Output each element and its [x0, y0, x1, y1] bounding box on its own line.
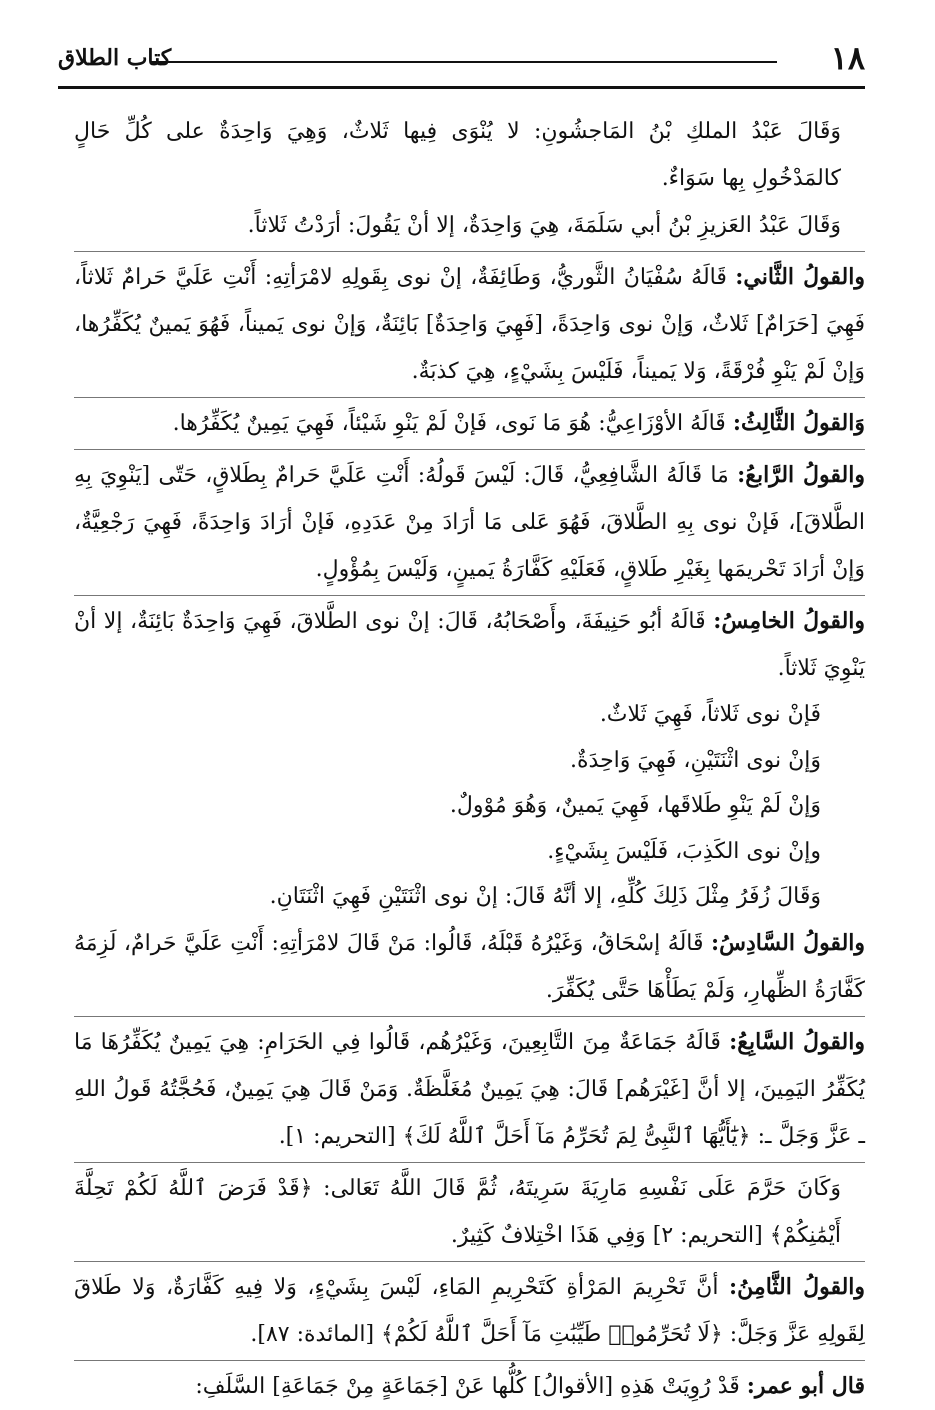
- paragraph: [74, 108, 865, 202]
- paragraph-text: أنَّ تَحْرِيمَ المَرْأةِ كَتَحْرِيمِ المَاءِ، لَيْسَ بِشَيْءٍ، وَلا فِيهِ كَفَّارَةٌ، وَلا طَلاقَ لِقَولِهِ عَزَّ وَجَلَّ: ﴿لَا تُحَرِّمُوا۟ طَيِّبَٰتِ مَآ أَحَلَّ ٱللَّهُ لَكُمْ﴾ [المائدة: ٨٧].: [74, 1274, 865, 1347]
- paragraph: [74, 449, 865, 593]
- paragraph-text: مَا قَالَهُ الشَّافِعِيُّ، قَالَ: لَيْسَ قَولُهُ: أَنْتِ عَلَيَّ حَرامٌ بِطَلاقٍ، حَتّى [يَنْوِيَ بِهِ الطَّلاقَ]، فَإنْ نوى بِهِ الطَّلاقَ، فَهُوَ عَلى مَا أرَادَ مِنْ عَدَدِهِ، فَإنْ أرَادَ وَاحِدَةً، فَهِيَ رَجْعِيَّةٌ، وَإنْ أرَادَ تَحْريمَها بِغَيْرِ طَلاقٍ، فَعَلَيْهِ كَفَّارَةُ يَمينٍ، وَلَيْسَ بِمُؤْولٍ.: [74, 463, 865, 582]
- paragraph: [74, 595, 865, 692]
- paragraph: [74, 1360, 865, 1410]
- page-number: ١٨: [830, 39, 865, 77]
- page-header: [58, 38, 865, 78]
- paragraph-text: قَالَهُ إسْحَاقُ، وَغَيْرُهُ قَبْلَهُ، قَالُوا: مَنْ قَالَ لامْرَأتِهِ: أَنْتِ عَلَيَّ حَرامٌ، لَزِمَهُ كَفَّارَةُ الظِّهارِ، وَلَمْ يَطَأْهَا حَتَّى يُكَفِّرَ.: [74, 930, 865, 1003]
- paragraph-text: قَدْ رُوِيَتْ هَذِهِ [الأقوالُ] كُلُّها عَنْ [جَمَاعَةٍ مِنْ جَمَاعَةِ] السَّلَفِ:: [195, 1373, 740, 1399]
- sub-paragraph: [74, 874, 865, 920]
- paragraph-heading: والقولُ الرَّابعُ:: [737, 462, 865, 488]
- paragraph-text: فَإنْ نوى ثَلاثاً، فَهِيَ ثَلاثٌ.: [599, 702, 821, 727]
- paragraph-text: قَالَهُ أبُو حَنِيفَةَ، وأَصْحَابُهُ، قَالَ: إنْ نوى الطَّلاقَ، فَهِيَ وَاحِدَةٌ بَائِنَةٌ، إلا أنْ يَنْوِيَ ثَلاثاً.: [74, 609, 865, 681]
- paragraph-heading: والقولُ الخامِسُ:: [713, 608, 866, 634]
- paragraph-heading: وَالقولُ الثَّالِثُ:: [732, 410, 865, 436]
- paragraph-text: قَالَهُ سُفْيَانُ الثَّوريُّ، وَطَائِفَةٌ، إنْ نوى بِقَولِهِ لامْرَأتِهِ: أَنْتِ عَلَيَّ حَرامٌ ثَلاثاً، فَهِيَ [حَرَامٌ] ثَلاثٌ، وَإنْ نوى وَاحِدَةً، [فَهِيَ وَاحِدَةٌ] بَائِنَةٌ، وَإنْ نوى يَميناً، فَهُوَ يَمينٌ يُكَفِّرُها، وَإنْ لَمْ يَنْوِ فُرْقَةً، وَلا يَميناً، فَلَيْسَ بِشَيْءٍ، هِيَ كذبَةٌ.: [74, 265, 865, 384]
- book-title: كتاب الطلاق: [58, 45, 172, 71]
- paragraph-text: وَقَالَ عَبْدُ العَزيزِ بْنُ أبي سَلَمَةَ، هِيَ وَاحِدَةٌ، إلا أنْ يَقُولَ: أرَدْتُ ثَلاثاً.: [247, 213, 841, 238]
- paragraph: [74, 251, 865, 395]
- header-divider: [58, 86, 865, 89]
- paragraph-heading: والقولُ الثَّاني:: [735, 264, 865, 290]
- paragraph: [74, 397, 865, 447]
- sub-paragraph: [74, 692, 865, 738]
- paragraph-heading: قال أبو عمر:: [746, 1372, 865, 1399]
- paragraph-text: وَكَانَ حَرَّمَ عَلَى نَفْسِهِ مَارِيَةَ سَرِيتَهُ، ثُمَّ قَالَ اللَّهُ تَعَالى: ﴿قَدْ فَرَضَ ٱللَّهُ لَكُمْ تَحِلَّةَ أَيْمَٰنِكُمْ﴾ [التحريم: ٢] وَفِي هَذَا اخْتِلافٌ كَثِيرٌ.: [74, 1175, 841, 1248]
- paragraph-text: وَقَالَ عَبْدُ الملكِ بْنُ المَاجشُونِ: لا يُنْوَى فِيها ثَلاثٌ، وَهِيَ وَاحِدَةٌ على كُلِّ حَالٍ كالمَدْخُولِ بِها سَوَاءٌ.: [74, 119, 841, 191]
- paragraph: [74, 1261, 865, 1358]
- paragraph-text: وَقَالَ زُفَرُ مِثْلَ ذَلِكَ كُلِّهِ، إلا أنَّهُ قَالَ: إنْ نوى اثْنَتَيْنِ فَهِيَ اثْنَتَانِ.: [269, 884, 821, 909]
- paragraph: [74, 1016, 865, 1160]
- sub-paragraph: [74, 783, 865, 829]
- sub-paragraph: [74, 738, 865, 784]
- paragraph-heading: والقولُ الثَّامِنُ:: [729, 1273, 866, 1300]
- paragraph-heading: والقولُ السَّادِسُ:: [711, 929, 866, 956]
- paragraph-heading: والقولُ السَّابِعُ:: [729, 1028, 865, 1055]
- paragraph-text: قَالَهُ جَمَاعَةٌ مِنَ التَّابِعِينَ، وَغَيْرُهُم، قَالُوا فِي الحَرَامِ: هِيَ يَمِينٌ يُكَفِّرُهَا مَا يُكَفِّرُ اليَمِينَ، إلا أنَّ [غَيْرَهُم] قَالَ: هِيَ يَمِينٌ مُغَلَّظَةٌ. وَمَنْ قَالَ هِيَ يَمِينٌ، فَحُجَّتُهُ قَولُ اللهِ ـ عَزَّ وَجَلَّ ـ: ﴿يَٰٓأَيُّهَا ٱلنَّبِىُّ لِمَ تُحَرِّمُ مَآ أَحَلَّ ٱللَّهُ لَكَ﴾ [التحريم: ١].: [74, 1029, 865, 1149]
- paragraph-text: وَإنْ نوى اثْنَتَيْنِ، فَهِيَ وَاحِدَةٌ.: [570, 747, 821, 773]
- paragraph-text: وإنْ نوى الكَذِبَ، فَلَيْسَ بِشَيْءٍ.: [547, 838, 821, 864]
- sub-paragraph: [74, 829, 865, 875]
- paragraph: [74, 920, 865, 1014]
- paragraph-text: وَإنْ لَمْ يَنْوِ طَلاقَها، فَهِيَ يَمينٌ، وَهُوَ مُوْولٌ.: [449, 793, 821, 818]
- paragraph: [74, 202, 865, 249]
- header-rule: [150, 61, 777, 63]
- page-body: [74, 108, 865, 1410]
- paragraph: [74, 1162, 865, 1259]
- paragraph-text: قَالَهُ الأوْزَاعِيُّ: هُوَ مَا نَوى، فَإنْ لَمْ يَنْوِ شَيْئاً، فَهِيَ يَمِينٌ يُكَفِّرُها.: [172, 411, 726, 436]
